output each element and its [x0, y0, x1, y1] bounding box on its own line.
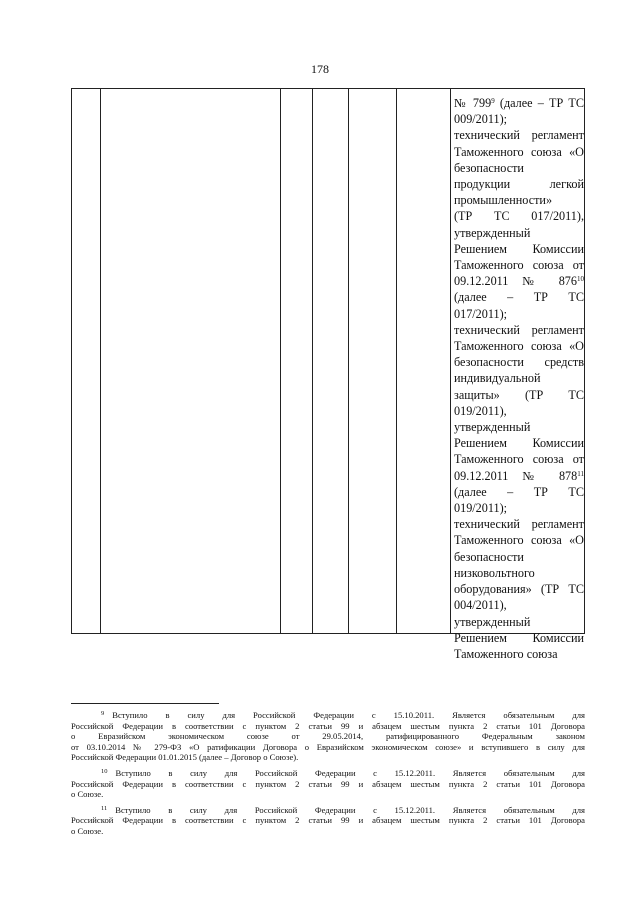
column-divider	[280, 89, 281, 633]
footnote-line: от 03.10.2014 № 279-ФЗ «О ратификации Договора о Евразийском экономическом союзе» и вступившего в силу для	[71, 741, 585, 752]
footnote-ref: 11	[577, 469, 584, 478]
cell-line: индивидуальной	[454, 371, 541, 386]
footnote-line: Российской Федерации в соответствии с пунктом 2 статьи 99 и абзацем шестым пункта 2 статьи 101 Договора	[71, 815, 585, 826]
footnote-line: $^{10}$ Вступило в силу для Российской Федерации с 15.12.2011. Является обязательным для	[101, 767, 585, 778]
cell-line: (далее – ТР ТС	[454, 484, 584, 499]
column-divider	[100, 89, 101, 633]
column-divider	[348, 89, 349, 633]
footnote	[71, 768, 585, 800]
cell-line: Таможенного союза от	[454, 452, 584, 467]
cell-line: Решением Комиссии	[454, 241, 584, 256]
cell-line: 019/2011),	[454, 403, 507, 418]
cell-line: 09.12.2011 № $878^{11}$	[454, 468, 584, 483]
cell-line: (далее – ТР ТС	[454, 290, 584, 305]
column-divider	[396, 89, 397, 633]
footnote-mark: 9	[101, 710, 105, 717]
cell-line: утвержденный	[454, 614, 531, 629]
cell-line: Таможенного союза от	[454, 258, 584, 273]
column-divider	[312, 89, 313, 633]
cell-line: технический регламент	[454, 128, 584, 143]
cell-line: оборудования» (ТР ТС	[454, 582, 584, 597]
cell-line: 017/2011);	[454, 306, 508, 321]
cell-line: утвержденный	[454, 420, 531, 435]
footnote-line: о Союзе.	[71, 825, 104, 836]
cell-line: безопасности	[454, 160, 524, 175]
cell-line: (ТР ТС 017/2011),	[454, 209, 584, 224]
footnotes	[71, 710, 585, 842]
regulations-table	[71, 88, 585, 661]
cell-line: Таможенного союза «О	[454, 533, 584, 548]
cell-line: Таможенного союза	[454, 646, 558, 661]
cell-line: 004/2011),	[454, 598, 507, 613]
cell-line: безопасности средств	[454, 355, 584, 370]
cell-line: безопасности	[454, 549, 524, 564]
footnote-line: Российской Федерации в соответствии с пунктом 2 статьи 99 и абзацем шестым пункта 2 статьи 101 Договора	[71, 720, 585, 731]
cell-line: 09.12.2011 № $876^{10}$	[454, 274, 584, 289]
footnote-line: о Евразийском экономическом союзе от 29.05.2014, ратифицированного Федеральным законом	[71, 731, 585, 742]
footnote	[71, 710, 585, 763]
cell-line: Таможенного союза «О	[454, 339, 584, 354]
footnote-separator	[71, 703, 219, 704]
cell-line: Таможенного союза «О	[454, 144, 584, 159]
cell-line: 019/2011);	[454, 501, 508, 516]
cell-line: Решением Комиссии	[454, 630, 584, 645]
footnote-ref: 10	[577, 275, 584, 284]
cell-line: 009/2011);	[454, 112, 508, 127]
footnote-mark: 11	[101, 804, 108, 812]
page-number: 178	[311, 62, 329, 76]
cell-line: низковольтного	[454, 565, 535, 580]
footnote-line: $^9$ Вступило в силу для Российской Федерации с 15.10.2011. Является обязательным для	[101, 710, 585, 720]
cell-line: промышленности»	[454, 193, 553, 208]
footnote-ref: 9	[491, 97, 495, 105]
cell-line: Решением Комиссии	[454, 436, 584, 451]
footnote-line: о Союзе.	[71, 789, 104, 800]
cell-line: защиты» (ТР ТС	[454, 387, 584, 402]
footnote-mark: 10	[101, 767, 108, 775]
footnote	[71, 805, 585, 837]
cell-line: технический регламент	[454, 322, 584, 337]
cell-line: № $799^9$ (далее – ТР ТС	[454, 96, 584, 110]
cell-line: утвержденный	[454, 225, 531, 240]
footnote-line: Российской Федерации 01.01.2015 (далее – Договор о Союзе).	[71, 752, 299, 763]
column-divider	[450, 89, 451, 633]
cell-line: продукции легкой	[454, 177, 584, 192]
cell-line: технический регламент	[454, 517, 584, 532]
footnote-line: Российской Федерации в соответствии с пунктом 2 статьи 99 и абзацем шестым пункта 2 статьи 101 Договора	[71, 778, 585, 789]
table-cell-regulations	[454, 95, 584, 662]
footnote-line: $^{11}$ Вступило в силу для Российской Федерации с 15.12.2011. Является обязательным для	[101, 804, 585, 815]
